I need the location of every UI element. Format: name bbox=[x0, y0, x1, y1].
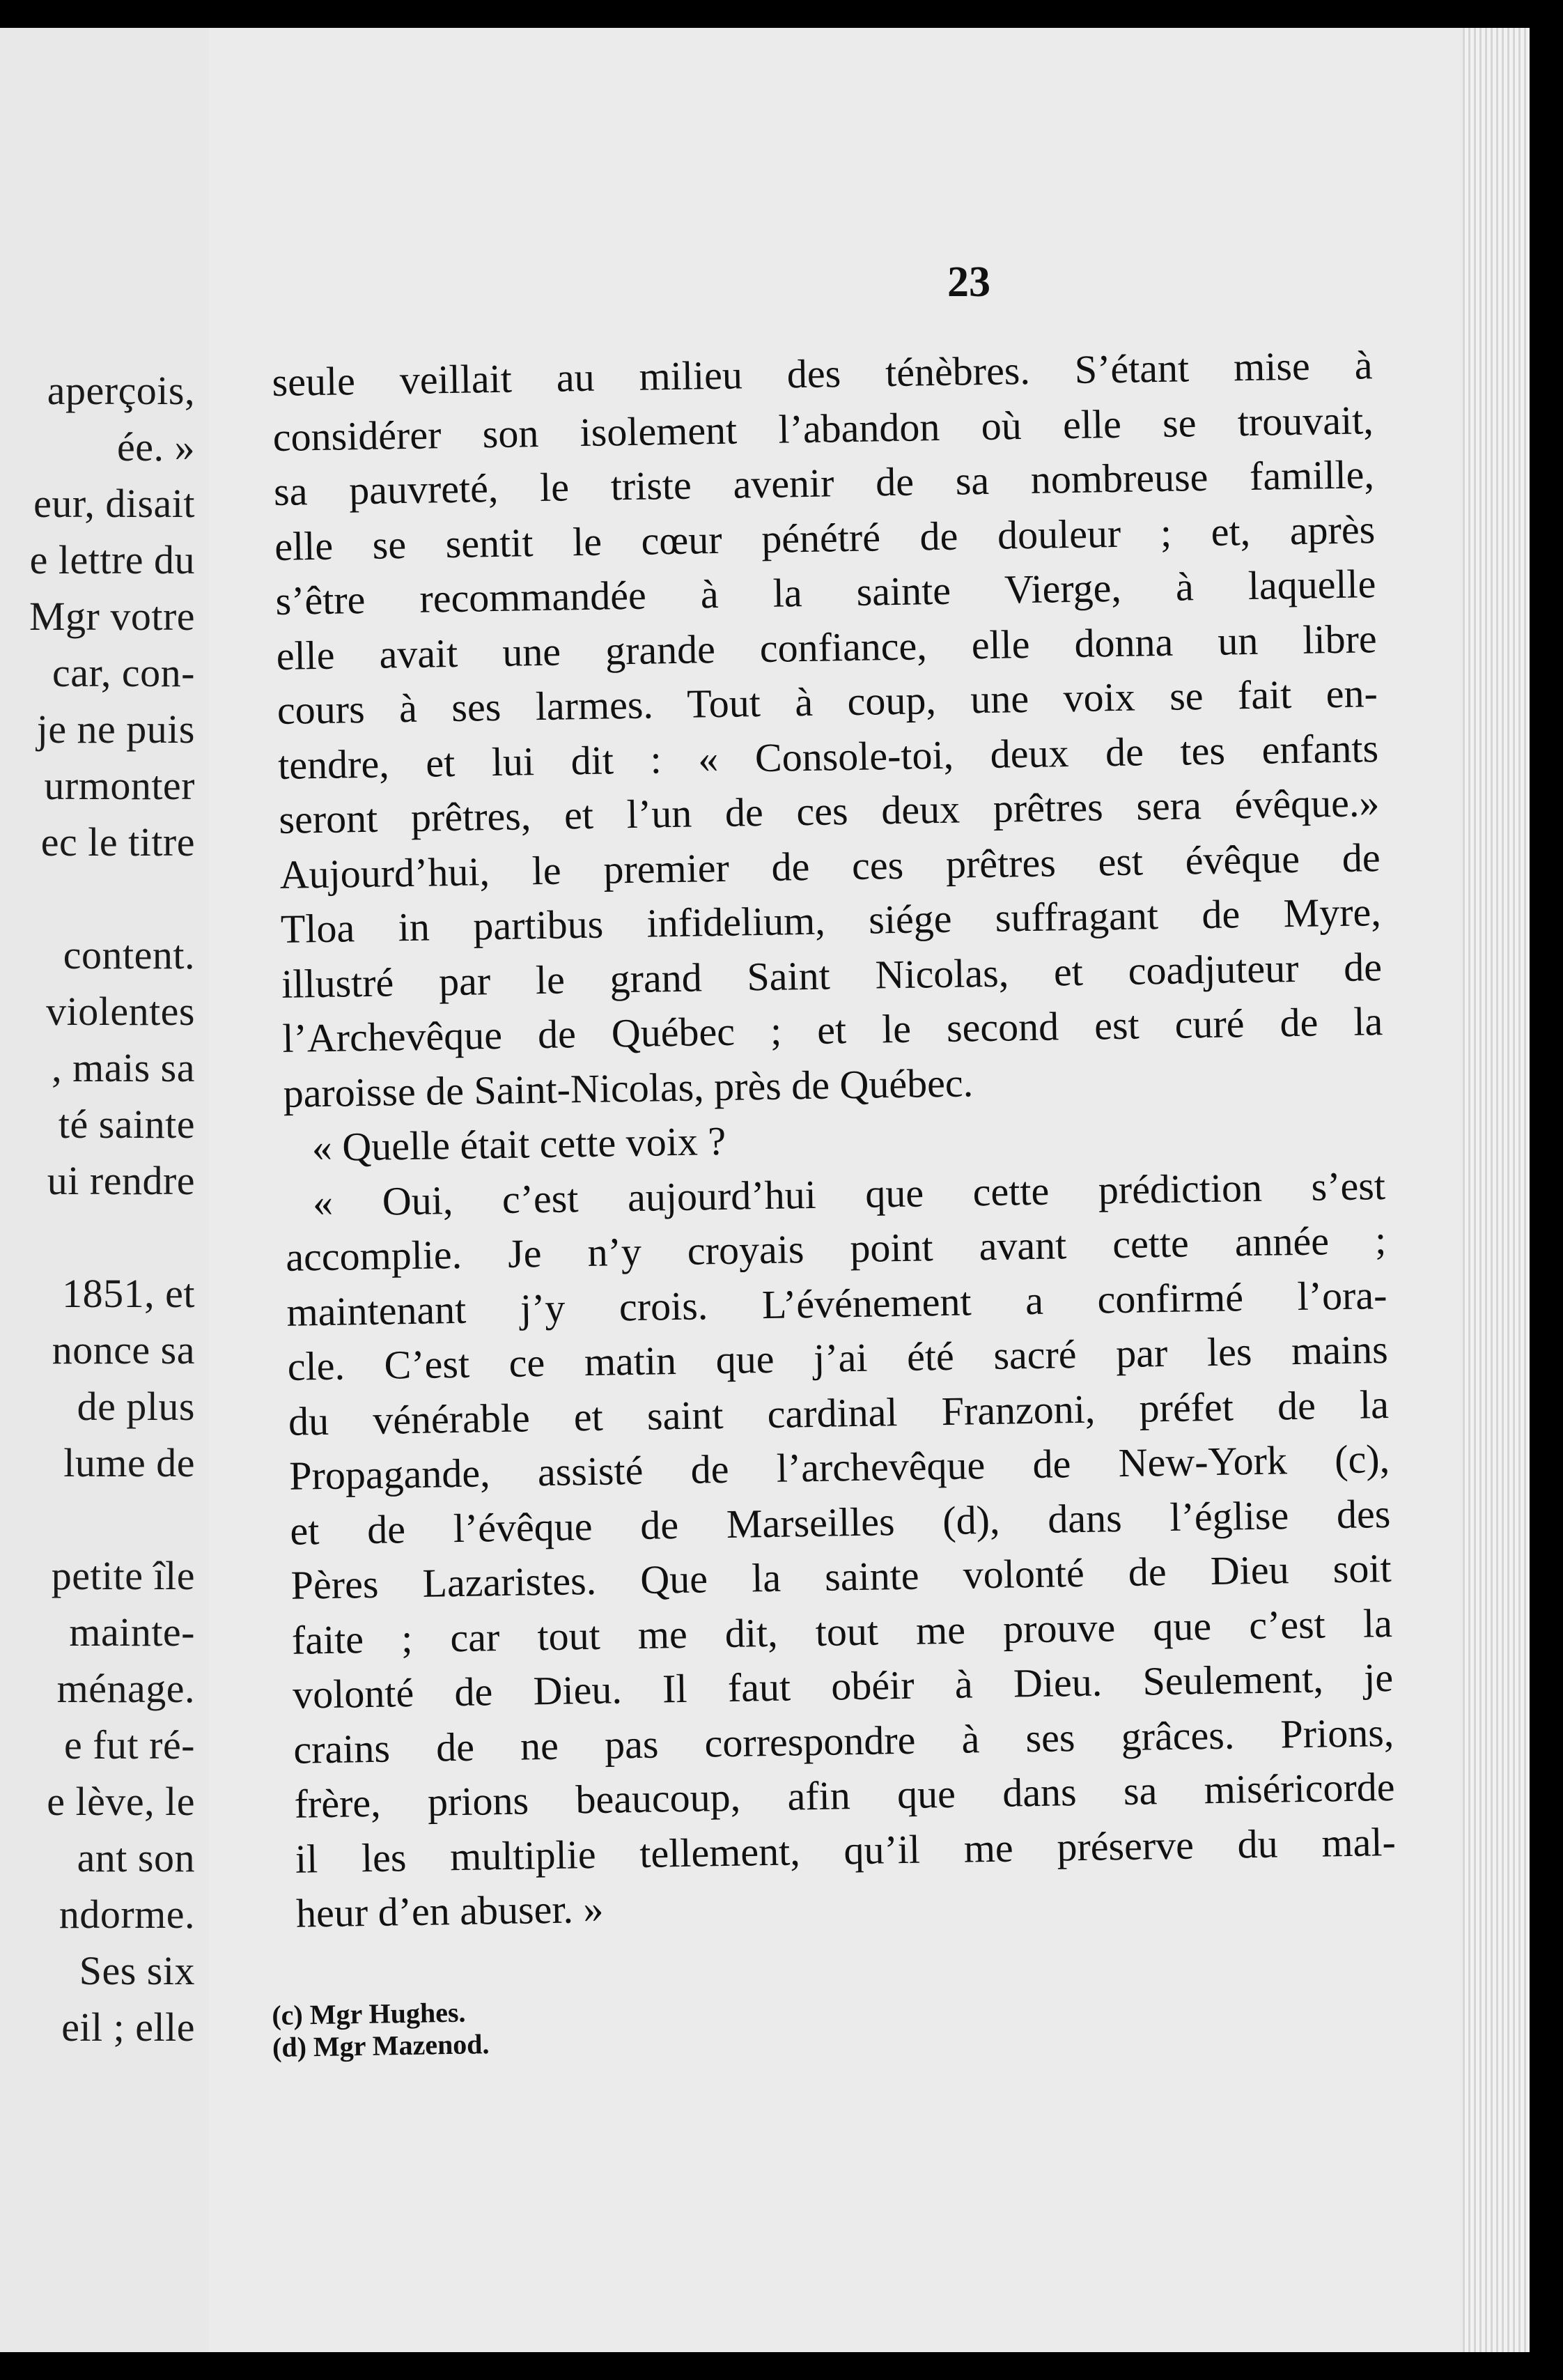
text-line: l’Archevêque de Québec ; et le second est curé de la bbox=[281, 998, 1383, 1061]
text-line: s’être recommandée à la sainte Vierge, à laquelle bbox=[275, 561, 1376, 624]
left-line: Ses six bbox=[79, 1948, 195, 1993]
left-line: nonce sa bbox=[52, 1327, 195, 1373]
left-line: eil ; elle bbox=[61, 2004, 195, 2050]
left-line: Mgr votre bbox=[29, 594, 195, 639]
left-line: ant son bbox=[77, 1835, 195, 1880]
left-line: , mais sa bbox=[52, 1045, 195, 1090]
text-line: frère, prions beaucoup, afin que dans sa miséricorde bbox=[294, 1763, 1395, 1827]
left-line-gap bbox=[29, 1209, 195, 1265]
text-line: elle avait une grande confiance, elle donna un libre bbox=[276, 615, 1378, 679]
footnote: (c) Mgr Hughes. bbox=[272, 1996, 466, 2031]
text-line: tendre, et lui dit : « Console-toi, deux de tes enfants bbox=[277, 725, 1379, 788]
footnotes bbox=[272, 1996, 490, 2064]
page-number: 23 bbox=[947, 258, 990, 306]
text-line: cle. C’est ce matin que j’ai été sacré par les mains bbox=[287, 1327, 1389, 1389]
text-line: du vénérable et saint cardinal Franzoni, préfet de la bbox=[288, 1381, 1390, 1444]
left-line: té sainte bbox=[58, 1102, 195, 1147]
text-line: volonté de Dieu. Il faut obéir à Dieu. Seulement, je bbox=[292, 1654, 1394, 1717]
left-line-gap bbox=[29, 870, 195, 927]
text-line: elle se sentit le cœur pénétré de douleur ; et, après bbox=[274, 506, 1376, 569]
page-edge bbox=[1463, 28, 1530, 2352]
left-line-gap bbox=[29, 1491, 195, 1547]
text-line: Aujourd’hui, le premier de ces prêtres est évêque de bbox=[279, 834, 1381, 897]
text-line: cours à ses larmes. Tout à coup, une voix se fait en- bbox=[277, 670, 1378, 733]
left-line: ée. » bbox=[117, 424, 195, 470]
text-line: maintenant j’y crois. L’événement a confirmé l’ora- bbox=[286, 1272, 1387, 1335]
text-line: « Oui, c’est aujourd’hui que cette prédiction s’est bbox=[312, 1162, 1386, 1225]
text-line: seront prêtres, et l’un de ces deux prêtres sera évêque.» bbox=[278, 780, 1380, 842]
left-page bbox=[0, 28, 233, 2352]
left-line: ec le titre bbox=[40, 819, 195, 865]
footnote: (d) Mgr Mazenod. bbox=[272, 2028, 490, 2063]
right-page bbox=[209, 28, 1530, 2352]
text-line: illustré par le grand Saint Nicolas, et coadjuteur de bbox=[281, 943, 1383, 1007]
left-line: 1851, et bbox=[62, 1271, 195, 1316]
left-line: violentes bbox=[46, 989, 195, 1034]
left-line: ndorme. bbox=[59, 1892, 195, 1937]
text-line: il les multiplie tellement, qu’il me préserve du mal- bbox=[295, 1818, 1397, 1882]
left-line: aperçois, bbox=[47, 368, 195, 413]
left-line: lume de bbox=[63, 1440, 195, 1485]
text-line: Pères Lazaristes. Que la sainte volonté de Dieu soit bbox=[290, 1545, 1392, 1608]
text-line: et de l’évêque de Marseilles (d), dans l’église des bbox=[289, 1490, 1391, 1554]
left-line: petite île bbox=[51, 1553, 195, 1598]
left-line: je ne puis bbox=[36, 706, 195, 752]
text-line: « Quelle était cette voix ? bbox=[311, 1118, 726, 1170]
left-line: de plus bbox=[77, 1384, 195, 1429]
left-line: urmonter bbox=[44, 763, 195, 808]
text-line: considérer son isolement l’abandon où elle se trouvait, bbox=[272, 396, 1374, 460]
text-line: heur d’en abuser. » bbox=[295, 1885, 604, 1936]
text-line: crains de ne pas correspondre à ses grâces. Prions, bbox=[293, 1709, 1394, 1772]
left-line: e fut ré- bbox=[63, 1722, 195, 1768]
left-line: mainte- bbox=[69, 1609, 195, 1655]
left-line: content. bbox=[63, 932, 195, 978]
text-line: paroisse de Saint-Nicolas, près de Québec. bbox=[283, 1059, 974, 1116]
text-line: faite ; car tout me dit, tout me prouve que c’est la bbox=[291, 1600, 1393, 1663]
left-line: e lève, le bbox=[47, 1779, 195, 1824]
text-line: accomplie. Je n’y croyais point avant cette année ; bbox=[285, 1217, 1387, 1280]
body-text bbox=[272, 338, 1397, 1941]
left-page-text bbox=[29, 362, 195, 2055]
text-line: seule veillait au milieu des ténèbres. S’étant mise à bbox=[272, 342, 1373, 405]
text-line: sa pauvreté, le triste avenir de sa nombreuse famille, bbox=[273, 451, 1375, 514]
left-line: ménage. bbox=[56, 1666, 195, 1711]
left-line: eur, disait bbox=[33, 481, 195, 526]
left-line: ui rendre bbox=[47, 1158, 195, 1203]
left-line: e lettre du bbox=[29, 537, 195, 582]
text-line: Propagande, assisté de l’archevêque de New-York (c), bbox=[288, 1435, 1390, 1499]
text-line: Tloa in partibus infidelium, siége suffragant de Myre, bbox=[280, 889, 1382, 952]
left-line: car, con- bbox=[52, 650, 195, 695]
